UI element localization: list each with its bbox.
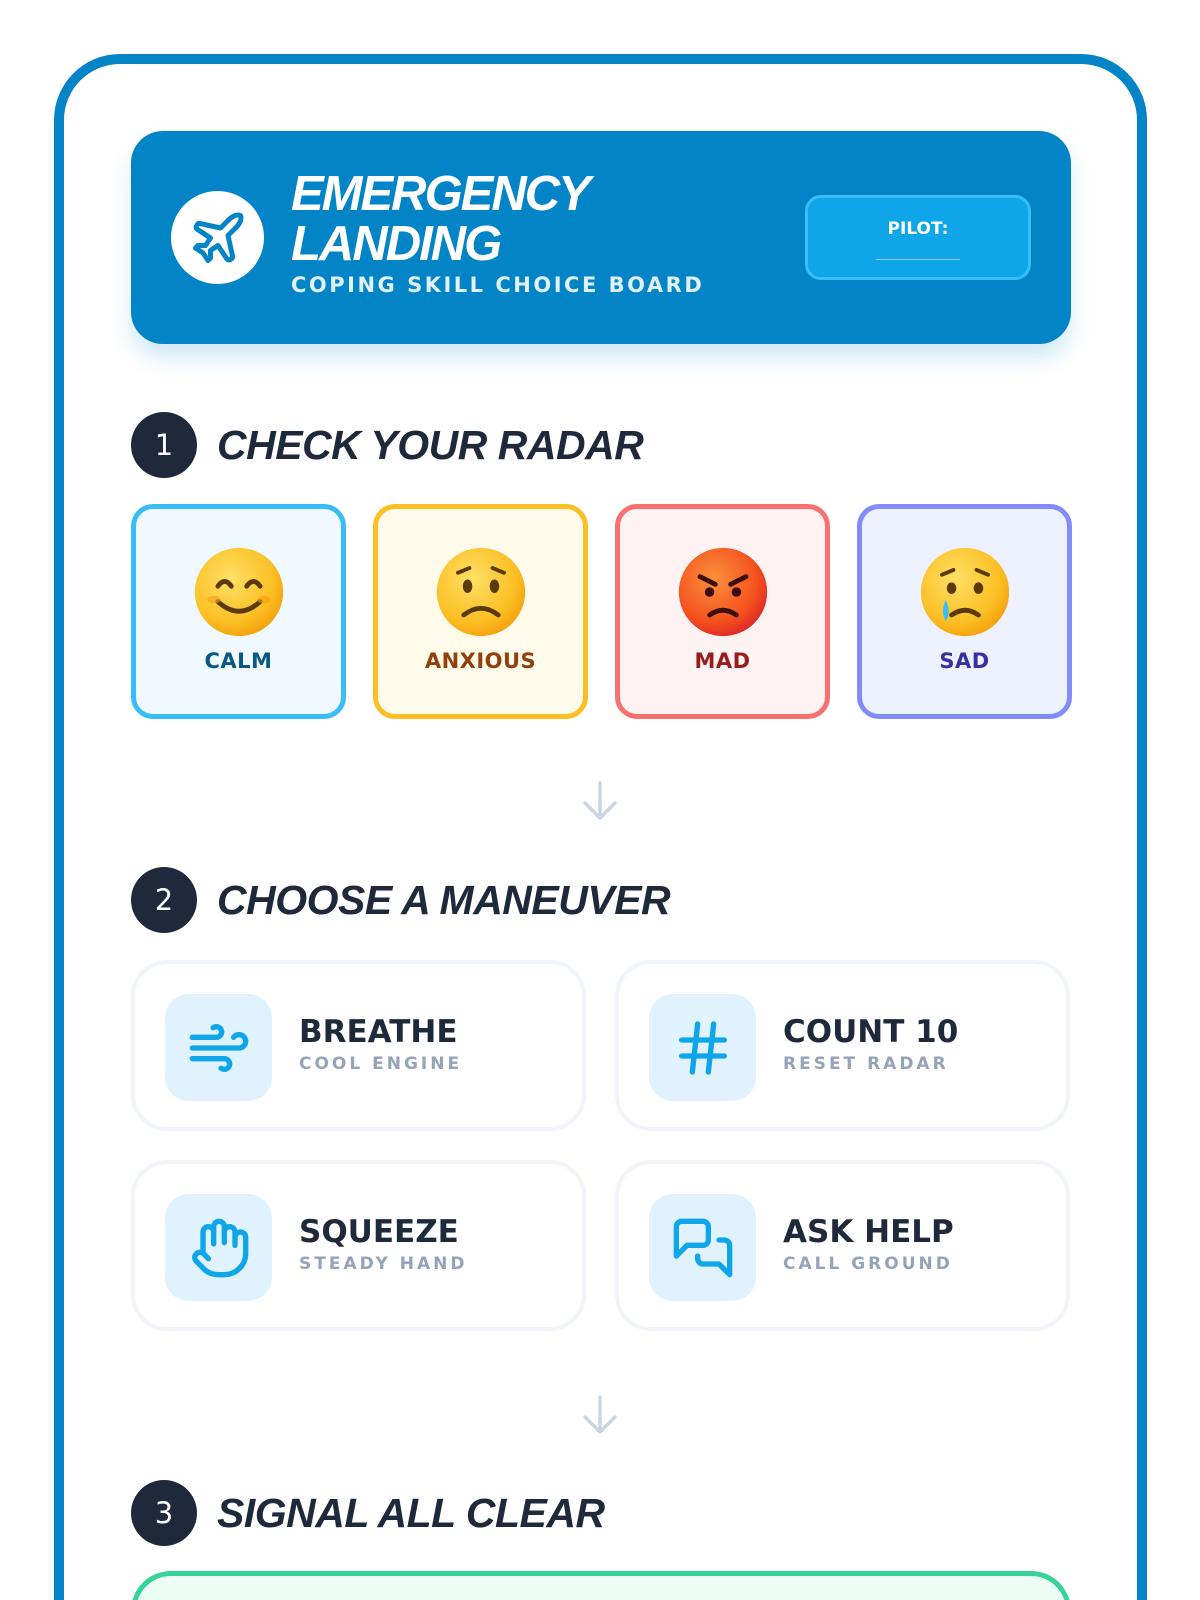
- skill-name: SQUEEZE: [299, 1214, 459, 1250]
- skill-name: BREATHE: [299, 1014, 458, 1050]
- pilot-name-blank: __________: [875, 243, 961, 260]
- feeling-label: CALM: [204, 649, 273, 673]
- skill-card-ask-help[interactable]: [615, 1160, 1070, 1331]
- step-title: CHECK YOUR RADAR: [217, 421, 644, 468]
- step-title: CHOOSE A MANEUVER: [217, 876, 671, 923]
- airplane-icon: [188, 208, 248, 268]
- skill-card-breathe[interactable]: [131, 960, 586, 1131]
- feeling-label: SAD: [939, 649, 990, 673]
- board-title: EMERGENCY LANDING: [291, 167, 588, 271]
- skill-name: ASK HELP: [783, 1214, 954, 1250]
- hash-icon: [671, 1016, 735, 1080]
- header-banner: [131, 131, 1071, 344]
- smiling-face-icon: [191, 544, 287, 640]
- feeling-card-calm[interactable]: [131, 504, 346, 719]
- step-title: SIGNAL ALL CLEAR: [217, 1489, 605, 1536]
- step-number-badge: 1: [131, 412, 197, 478]
- step-3-heading: [131, 1480, 605, 1546]
- feeling-label: ANXIOUS: [424, 649, 537, 673]
- worried-face-icon: [433, 544, 529, 640]
- step-number-badge: 3: [131, 1480, 197, 1546]
- feeling-label: MAD: [694, 649, 751, 673]
- skill-name: COUNT 10: [783, 1014, 959, 1050]
- chat-bubbles-icon: [671, 1216, 735, 1280]
- feeling-card-sad[interactable]: [857, 504, 1072, 719]
- hand-icon: [187, 1216, 251, 1280]
- skill-icon-tile: [165, 994, 272, 1101]
- skill-card-squeeze[interactable]: [131, 1160, 586, 1331]
- skill-subtitle: COOL ENGINE: [299, 1054, 463, 1074]
- feelings-row: [131, 504, 1071, 719]
- step-2-heading: [131, 867, 670, 933]
- skill-card-count[interactable]: [615, 960, 1070, 1131]
- skill-icon-tile: [165, 1194, 272, 1301]
- feeling-card-mad[interactable]: [615, 504, 830, 719]
- pilot-label: PILOT:: [887, 218, 949, 239]
- wind-icon: [187, 1016, 251, 1080]
- skill-subtitle: CALL GROUND: [783, 1254, 953, 1274]
- angry-face-icon: [675, 544, 771, 640]
- all-clear-card[interactable]: [131, 1571, 1071, 1600]
- board-subtitle: COPING SKILL CHOICE BOARD: [291, 273, 705, 297]
- skill-icon-tile: [649, 994, 756, 1101]
- plane-badge: [171, 191, 264, 284]
- skill-subtitle: RESET RADAR: [783, 1054, 949, 1074]
- skill-icon-tile: [649, 1194, 756, 1301]
- arrow-down-icon: [580, 779, 620, 823]
- feeling-card-anxious[interactable]: [373, 504, 588, 719]
- step-1-heading: [131, 412, 643, 478]
- arrow-down-icon: [580, 1393, 620, 1437]
- crying-face-icon: [917, 544, 1013, 640]
- skill-subtitle: STEADY HAND: [299, 1254, 468, 1274]
- pilot-name-field[interactable]: [805, 195, 1031, 280]
- step-number-badge: 2: [131, 867, 197, 933]
